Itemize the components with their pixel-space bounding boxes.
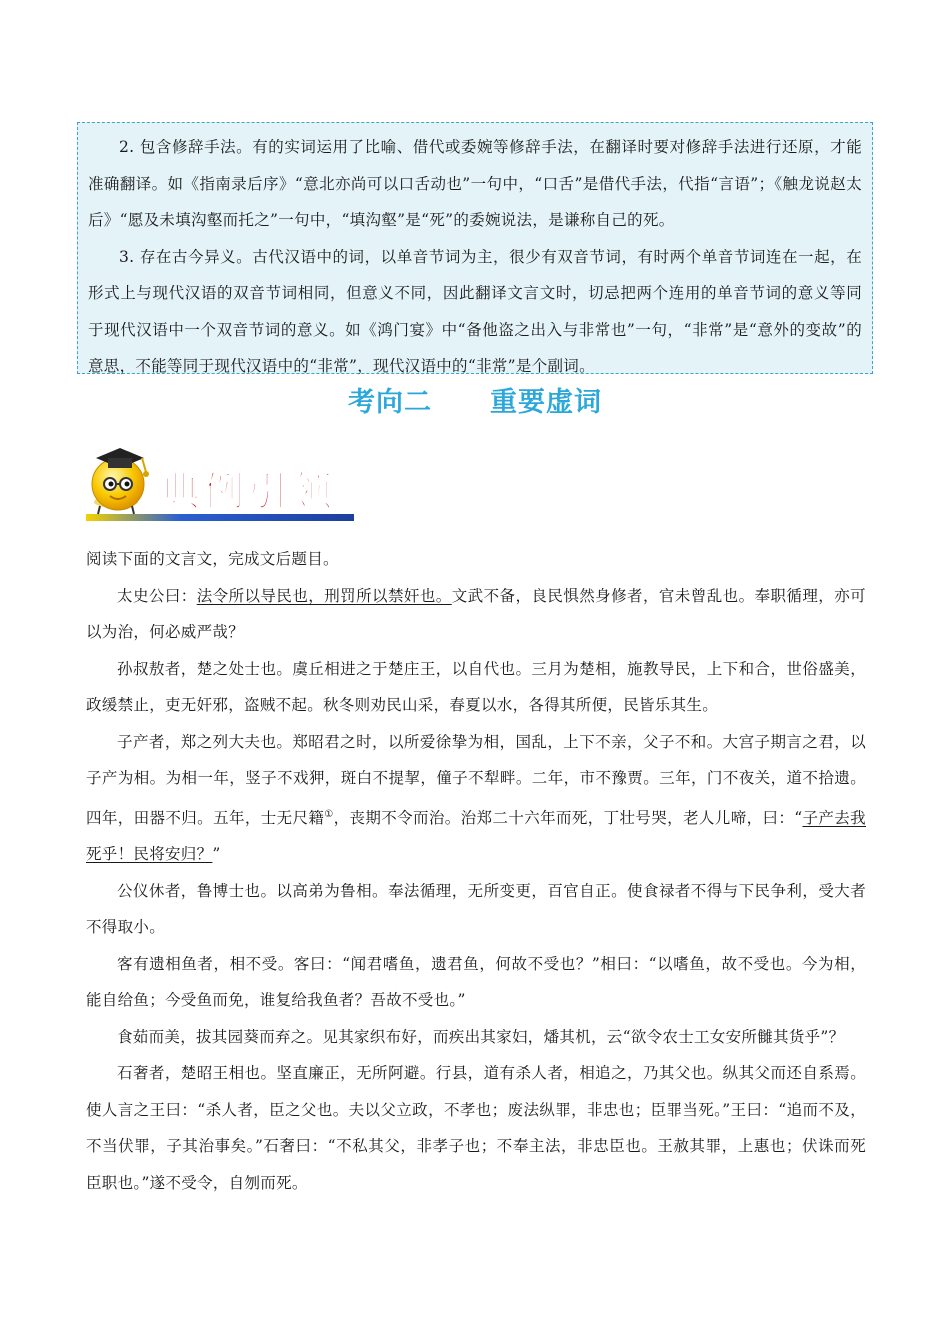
passage-paragraph-2: 孙叔敖者，楚之处士也。虞丘相进之于楚庄王，以自代也。三月为楚相，施教导民，上下和合，世俗盛美，政缓禁止，吏无奸邪，盗贼不起。秋冬则劝民山采，春夏以水，各得其所便，民皆乐其生。 xyxy=(86,659,866,714)
passage-paragraph-7: 石奢者，楚昭王相也。坚直廉正，无所阿避。行县，道有杀人者，相追之，乃其父也。纵其父而还自系焉。使人言之王曰：“杀人者，臣之父也。夫以父立政，不孝也；废法纵罪，非忠也；臣罪当死。”王曰：“追而不及，不当伏罪，子其治事矣。”石奢曰：“不私其父，非孝子也；不奉主法，非忠臣也。王赦其罪，上惠也；伏诛而死臣职也。”遂不受令，自刎而死。 xyxy=(86,1064,866,1192)
section-heading xyxy=(0,380,950,419)
passage-paragraph-1 xyxy=(86,578,866,651)
note-item-3: 3. 存在古今异义。古代汉语中的词，以单音节词为主，很少有双音节词，有时两个单音节词连在一起，在形式上与现代汉语的双音节词相同，但意义不同，因此翻译文言文时，切忌把两个连用的单音节词的意义等同于现代汉语中一个双音节词的意义。如《鸿门宴》中“备他盗之出入与非常也”一句，“非常”是“意外的变故”的意思，不能等同于现代汉语中的“非常”，现代汉语中的“非常”是个副词。 xyxy=(88,247,862,375)
banner-title: 典例引领 xyxy=(160,468,336,515)
section-title: 重要虚词 xyxy=(490,387,602,418)
passage-intro: 阅读下面的文言文，完成文后题目。 xyxy=(86,550,339,568)
scholar-mascot-icon xyxy=(86,440,356,526)
p3-end: ” xyxy=(212,845,221,864)
footnote-marker: ① xyxy=(324,808,334,820)
section-label: 考向二 xyxy=(348,387,432,418)
passage-paragraph-6: 食茹而美，拔其园葵而弃之。见其家织布好，而疾出其家妇，燔其机，云“欲令农士工女安所雠其货乎”？ xyxy=(117,1027,845,1046)
underlined-sentence-2: 子产去我死乎！民将安归？ xyxy=(86,808,866,864)
p1-lead: 太史公曰： xyxy=(117,586,197,605)
p1-rest: 文武不备，良民惧然身修者，官未曾乱也。奉职循理，亦可以为治，何必威严哉？ xyxy=(86,586,866,641)
example-banner xyxy=(86,440,356,526)
method-note-box xyxy=(77,122,873,374)
passage-paragraph-4: 公仪休者，鲁博士也。以高弟为鲁相。奉法循理，无所变更，百官自正。使食禄者不得与下民争利，受大者不得取小。 xyxy=(86,881,866,937)
passage-paragraph-5: 客有遗相鱼者，相不受。客曰：“闻君嗜鱼，遗君鱼，何故不受也？”相曰：“以嗜鱼，故不受也。今为相，能自给鱼；今受鱼而免，谁复给我鱼者？吾故不受也。” xyxy=(86,954,866,1010)
passage xyxy=(86,541,866,1201)
p3-lead: 子产者，郑之列大夫也。郑昭君之时，以所爱徐挚为相，国乱，上下不亲，父子不和。大宫子期言之君，以子产为相。为相一年，竖子不戏狎，斑白不提挈，僮子不犁畔。二年，市不豫贾。三年，门不夜关，道不拾遗。四年，田器不归。五年，士无尺籍 xyxy=(86,732,866,827)
underlined-sentence-1: 法令所以导民也，刑罚所以禁奸也。 xyxy=(196,586,452,605)
note-item-2: 2. 包含修辞手法。有的实词运用了比喻、借代或委婉等修辞手法，在翻译时要对修辞手法进行还原，才能准确翻译。如《指南录后序》“意北亦尚可以口舌动也”一句中，“口舌”是借代手法，代指“言语”；《触龙说赵太后》“愿及未填沟壑而托之”一句中，“填沟壑”是“死”的委婉说法，是谦称自己的死。 xyxy=(88,138,862,229)
p3-mid: ，丧期不令而治。治郑二十六年而死，丁壮号哭，老人儿啼，曰：“ xyxy=(333,808,803,827)
passage-paragraph-3 xyxy=(86,724,866,873)
